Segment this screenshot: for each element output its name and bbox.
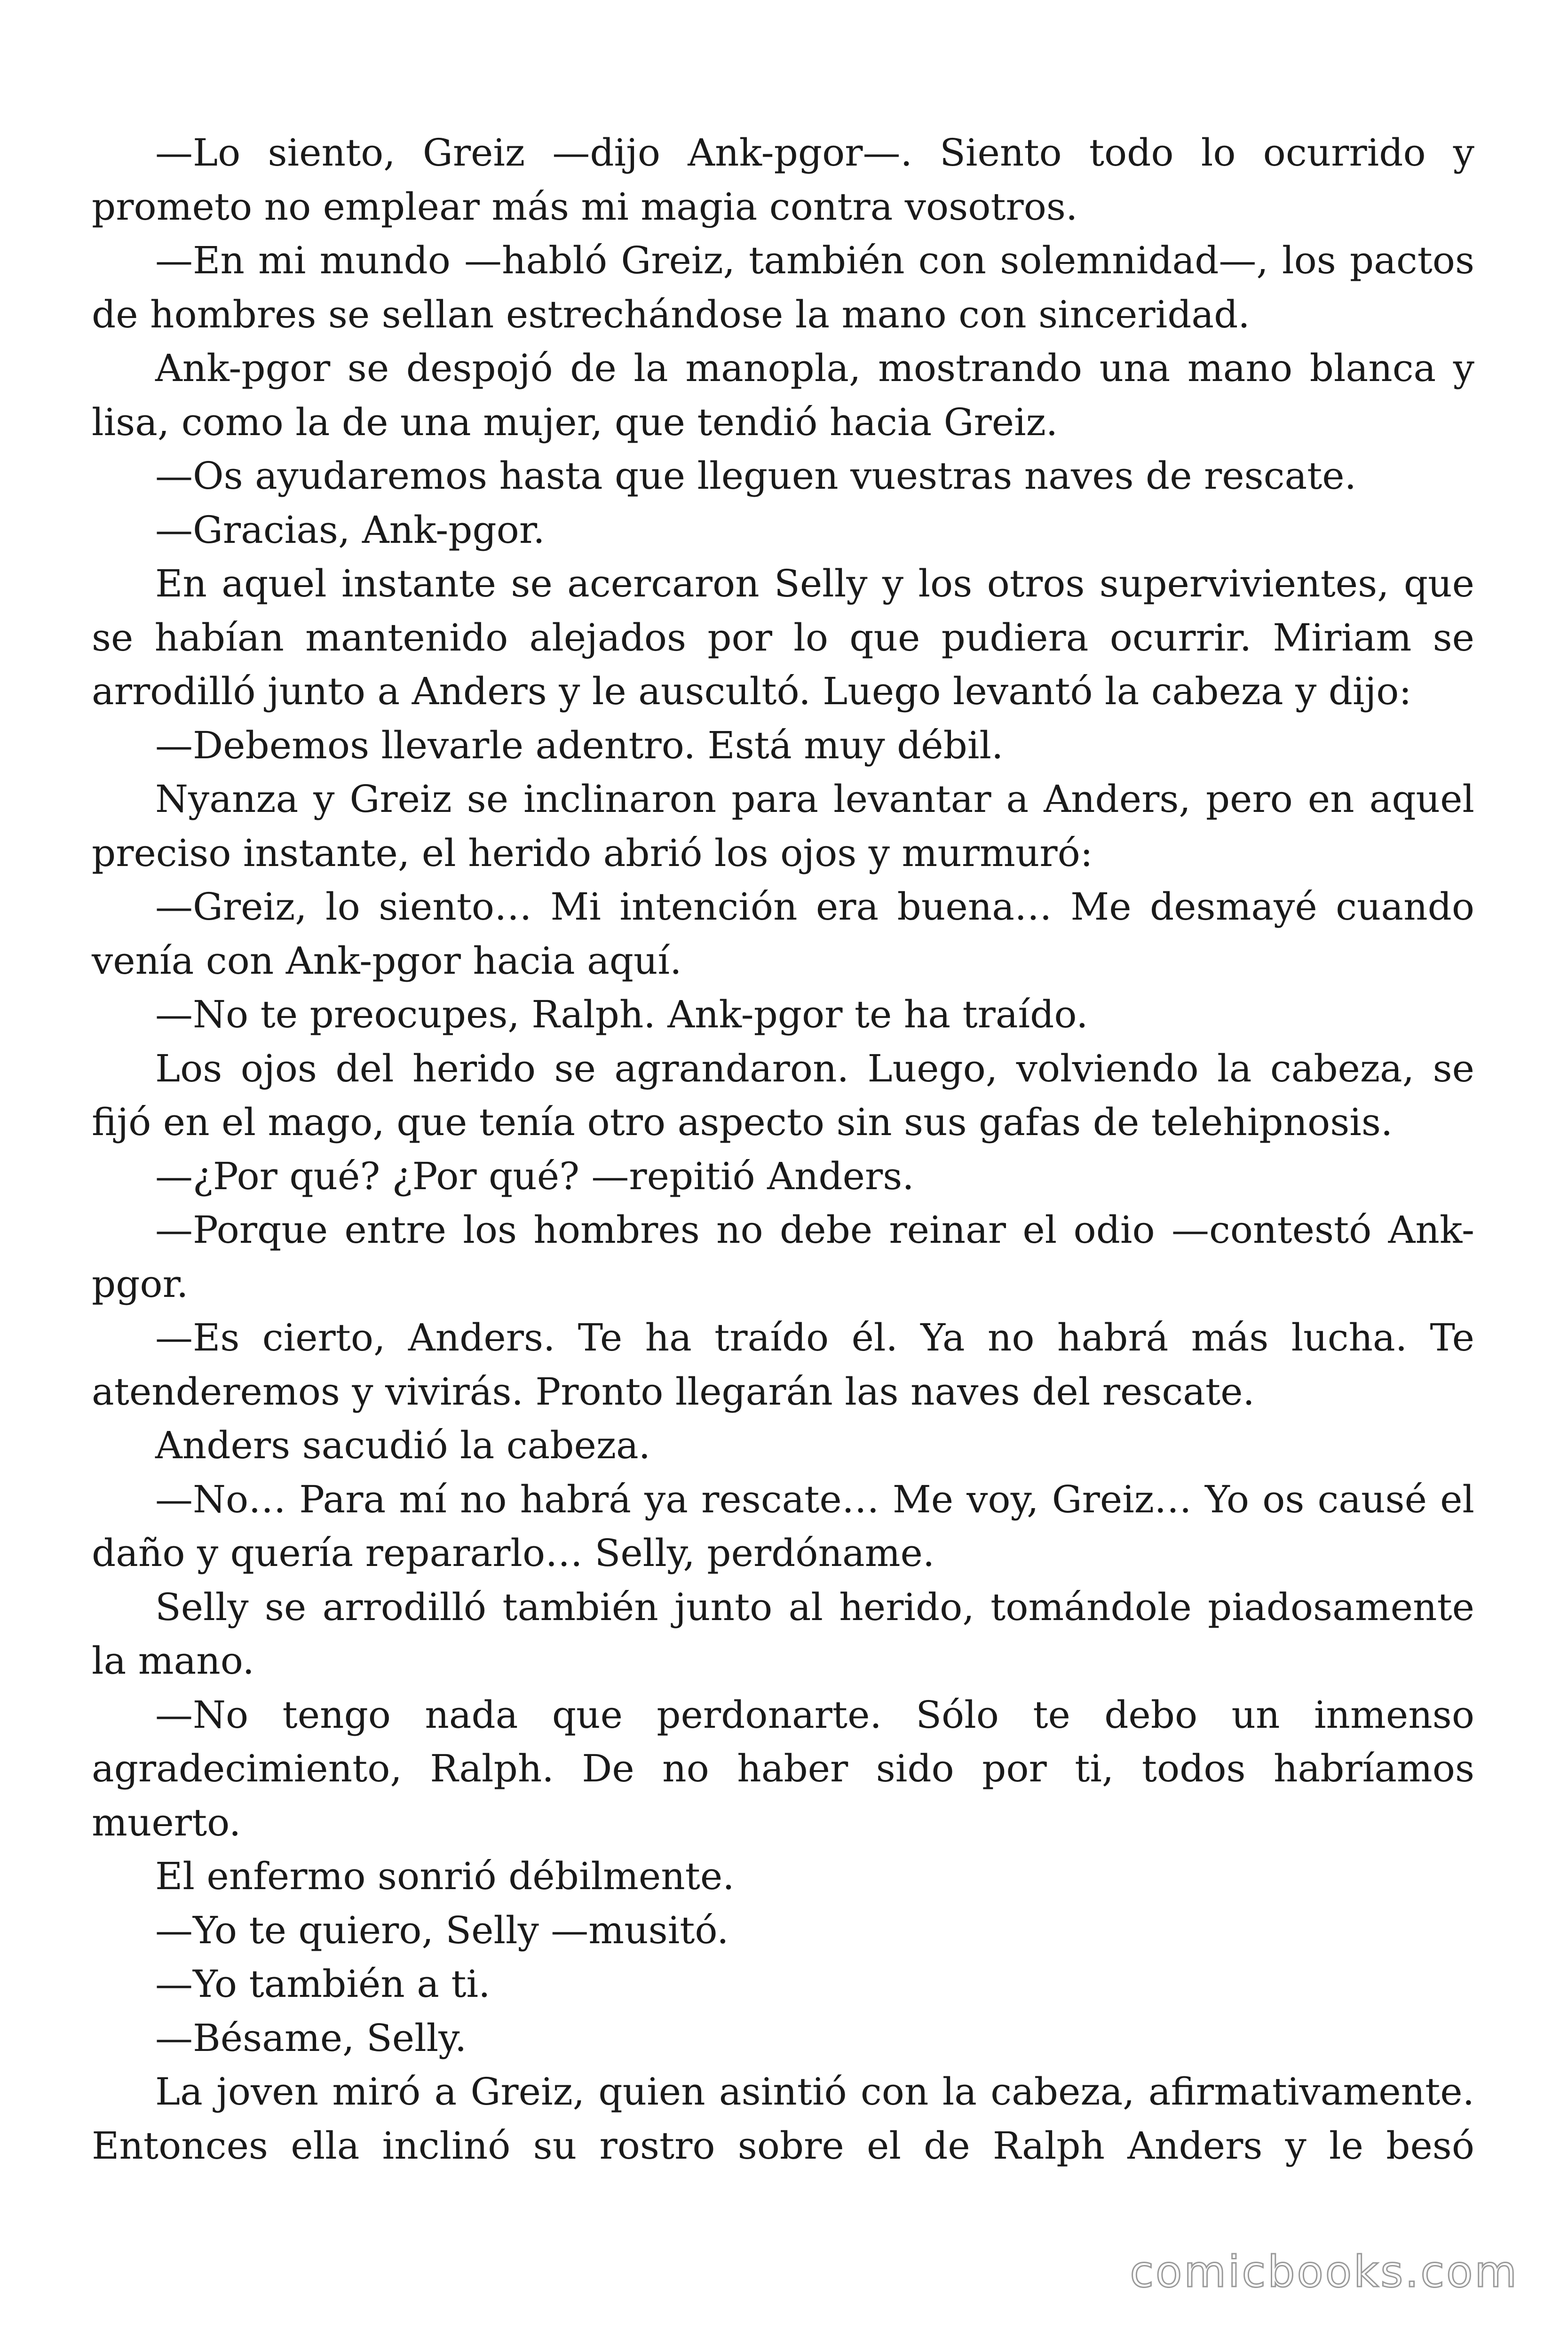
paragraph: Ank-pgor se despojó de la manopla, mostrando una mano blanca y lisa, como la de una mujer, que tendió hacia Greiz. — [92, 346, 1474, 444]
paragraph: Anders sacudió la cabeza. — [155, 1423, 651, 1467]
paragraph: —No… Para mí no habrá ya rescate… Me voy, Greiz… Yo os causé el daño y quería repararlo… Selly, perdóname. — [92, 1477, 1474, 1575]
paragraph: —En mi mundo —habló Greiz, también con solemnidad—, los pactos de hombres se sellan estrechándose la mano con sinceridad. — [92, 238, 1474, 336]
paragraph: —Gracias, Ank-pgor. — [155, 508, 545, 552]
paragraph: —Es cierto, Anders. Te ha traído él. Ya no habrá más lucha. Te atenderemos y vivirás. Pronto llegarán las naves del rescate. — [92, 1316, 1474, 1414]
watermark: comicbooks.com — [1130, 2247, 1519, 2297]
paragraph: En aquel instante se acercaron Selly y los otros supervivientes, que se habían mantenido alejados por lo que pudiera ocurrir. Miriam se arrodilló junto a Anders y le auscultó. Luego levantó la cabeza y dijo: — [92, 562, 1474, 713]
paragraph: —Debemos llevarle adentro. Está muy débil. — [155, 723, 1004, 767]
paragraph: —Porque entre los hombres no debe reinar el odio —contestó Ank-pgor. — [92, 1208, 1474, 1306]
page-body-text — [92, 126, 1474, 2173]
paragraph: La joven miró a Greiz, quien asintió con la cabeza, afirmativamente. Entonces ella inclinó su rostro sobre el de Ralph Anders y le besó — [92, 2070, 1474, 2168]
paragraph: El enfermo sonrió débilmente. — [155, 1854, 735, 1898]
paragraph: Los ojos del herido se agrandaron. Luego, volviendo la cabeza, se fijó en el mago, que tenía otro aspecto sin sus gafas de telehipnosis. — [92, 1046, 1474, 1144]
paragraph: —Yo también a ti. — [155, 1962, 491, 2006]
paragraph: Nyanza y Greiz se inclinaron para levantar a Anders, pero en aquel preciso instante, el herido abrió los ojos y murmuró: — [92, 777, 1474, 875]
paragraph: —¿Por qué? ¿Por qué? —repitió Anders. — [155, 1154, 914, 1198]
paragraph: —Os ayudaremos hasta que lleguen vuestras naves de rescate. — [155, 454, 1357, 498]
paragraph: —No tengo nada que perdonarte. Sólo te debo un inmenso agradecimiento, Ralph. De no haber sido por ti, todos habríamos muerto. — [92, 1692, 1474, 1844]
paragraph: Selly se arrodilló también junto al herido, tomándole piadosamente la mano. — [92, 1585, 1474, 1683]
paragraph: —No te preocupes, Ralph. Ank-pgor te ha traído. — [155, 993, 1088, 1036]
paragraph: —Greiz, lo siento… Mi intención era buena… Me desmayé cuando venía con Ank-pgor hacia aquí. — [92, 885, 1474, 983]
paragraph: —Bésame, Selly. — [155, 2016, 467, 2060]
paragraph: —Yo te quiero, Selly —musitó. — [155, 1908, 729, 1952]
paragraph: —Lo siento, Greiz —dijo Ank-pgor—. Siento todo lo ocurrido y prometo no emplear más mi magia contra vosotros. — [92, 131, 1474, 229]
